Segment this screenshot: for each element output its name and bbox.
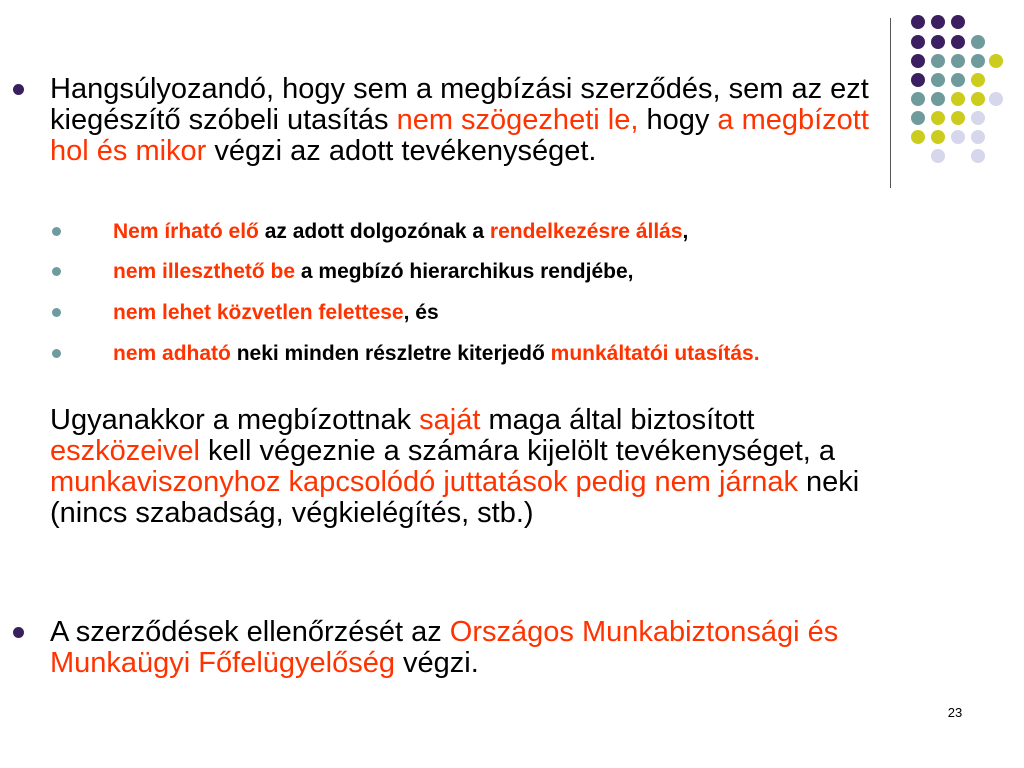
text: , (682, 220, 689, 243)
bullet-dot (13, 627, 24, 638)
decorative-dot (931, 35, 945, 49)
highlight-text: munkáltatói utasítás. (550, 342, 760, 365)
text: kell végeznie a számára kijelölt tevékenységet, a (199, 435, 836, 467)
sub-bullet-1 (113, 220, 883, 243)
bullet-dot (52, 267, 61, 276)
bullet-dot (52, 349, 61, 358)
decorative-dot (989, 92, 1003, 106)
text: neki minden részletre kiterjedő (230, 342, 551, 365)
decorative-dot (971, 130, 985, 144)
highlight-text: nem illeszthető be (113, 260, 296, 283)
decorative-dot (911, 130, 925, 144)
decorative-dot (911, 15, 925, 29)
sub-bullet-4 (113, 342, 883, 365)
decorative-dot (971, 149, 985, 163)
text: A szerződések ellenőrzését az (50, 616, 450, 648)
text: az adott dolgozónak a (258, 220, 490, 243)
highlight-text: rendelkezésre állás (489, 220, 683, 243)
continuation-paragraph (50, 405, 890, 529)
decorative-dot (931, 73, 945, 87)
decorative-dot (931, 15, 945, 29)
decorative-dot (911, 54, 925, 68)
highlight-text: saját (419, 404, 481, 436)
text: hogy (638, 104, 718, 136)
decorative-dot (911, 73, 925, 87)
decorative-dot (951, 54, 965, 68)
highlight-text: a megbízott hol és mikor (50, 104, 869, 167)
decorative-dot (971, 73, 985, 87)
decorative-dot (931, 130, 945, 144)
highlight-text: nem lehet közvetlen felettese (113, 301, 404, 324)
highlight-text: nem adható (113, 342, 231, 365)
highlight-text: munkaviszonyhoz kapcsolódó juttatások pedig nem járnak (50, 466, 798, 498)
decorative-dot (971, 92, 985, 106)
decorative-dot (951, 92, 965, 106)
highlight-text: eszközeivel (50, 435, 200, 467)
bullet-main-1 (50, 74, 880, 167)
decorative-dot (931, 149, 945, 163)
page-number: 23 (947, 705, 963, 720)
text: Hangsúlyozandó, hogy sem a megbízási szerződés, sem az ezt kiegészítő szóbeli utasítás (50, 73, 869, 136)
decorative-dot (971, 111, 985, 125)
bullet-dot (52, 308, 61, 317)
decorative-dot (951, 111, 965, 125)
decorative-dot (951, 130, 965, 144)
decorative-dot (911, 92, 925, 106)
decorative-dot (931, 111, 945, 125)
text: , és (403, 301, 439, 324)
bullet-dot (13, 84, 24, 95)
text: neki (nincs szabadság, végkielégítés, stb.) (50, 466, 860, 529)
text: Ugyanakkor a megbízottnak (50, 404, 420, 436)
decorative-dot (971, 54, 985, 68)
decorative-dot (931, 54, 945, 68)
text: végzi az adott tevékenységet. (206, 135, 597, 167)
highlight-text: Nem írható elő (113, 220, 259, 243)
bullet-dot (52, 227, 61, 236)
bullet-main-2 (50, 617, 880, 679)
decorative-dot (989, 54, 1003, 68)
highlight-text: Országos Munkabiztonsági és Munkaügyi Főfelügyelőség (50, 616, 839, 679)
text: maga által biztosított (480, 404, 755, 436)
text: a megbízó hierarchikus rendjébe, (295, 260, 634, 283)
decorative-dot (971, 35, 985, 49)
decorative-dot (911, 35, 925, 49)
sub-bullet-2 (113, 260, 883, 283)
text: végzi. (394, 647, 479, 679)
decorative-dot (951, 35, 965, 49)
decorative-dot (911, 111, 925, 125)
decorative-dot (951, 15, 965, 29)
sub-bullet-3 (113, 301, 883, 324)
highlight-text: nem szögezheti le, (396, 104, 639, 136)
decorative-dot (951, 73, 965, 87)
decorative-dot (931, 92, 945, 106)
vertical-divider (890, 18, 891, 188)
